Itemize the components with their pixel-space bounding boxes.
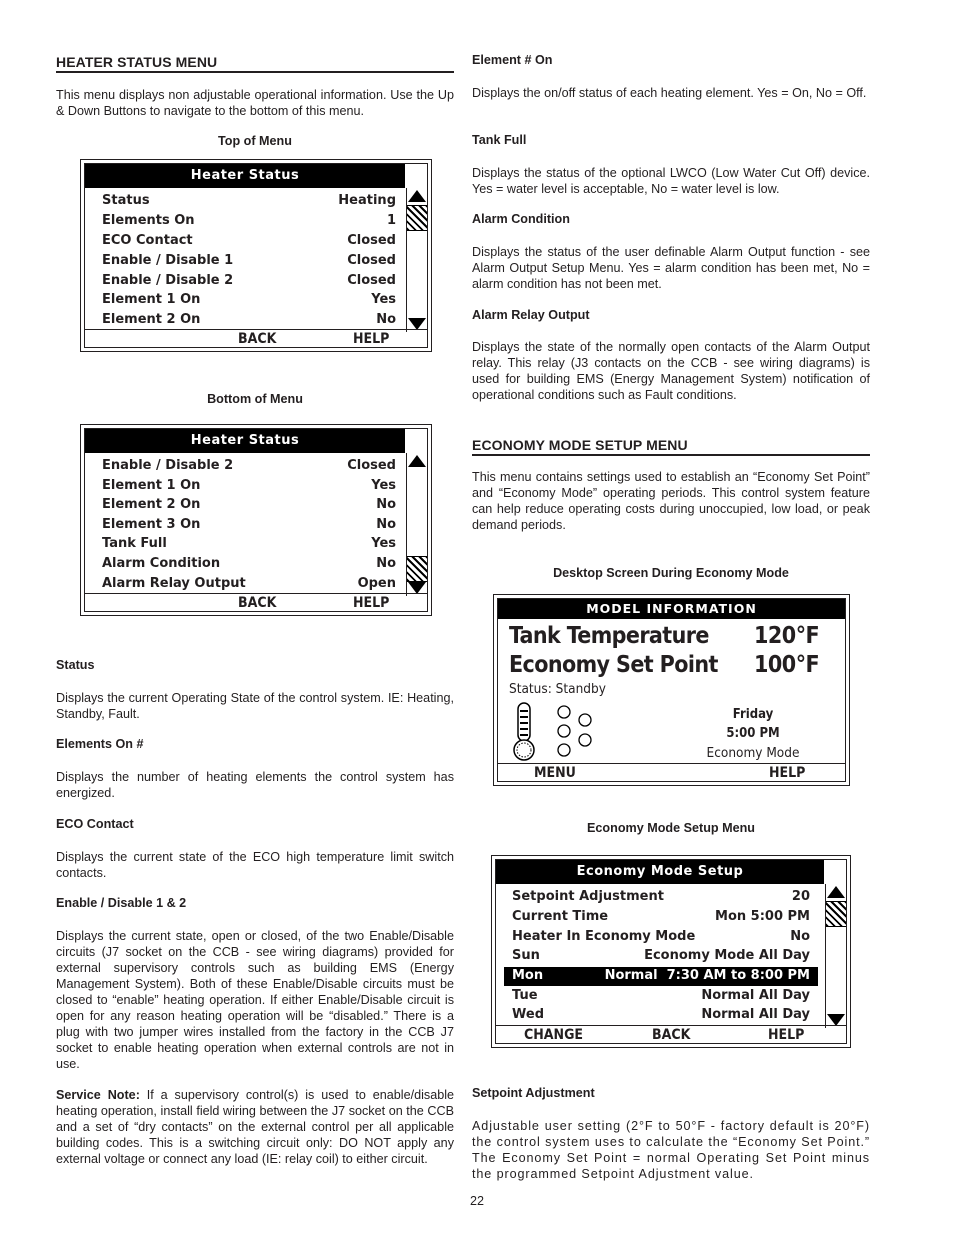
alarm-condition-text: Displays the status of the user definable Alarm Output function - see Alarm Output Setup Menu. Yes = alarm condition has been met, No = alarm condition has not been met. (472, 245, 870, 291)
scrollbar (406, 188, 427, 332)
setpoint-adjustment-subheading: Setpoint Adjustment (472, 1086, 595, 1100)
scroll-thumb (407, 556, 427, 582)
page-number: 22 (469, 1194, 484, 1208)
status-subheading: Status (56, 658, 95, 672)
element-on-subheading: Element # On (472, 53, 553, 67)
caption-bottom-of-menu: Bottom of Menu (207, 392, 303, 406)
scroll-thumb (407, 205, 427, 231)
service-note-text: If a supervisory control(s) is used to enable/disable heating operation, install field wiring between the J7 socket on the CCB and a set of “dry contacts” on the external control per all applicable building codes. This is a switching circuit only: DO NOT apply any external voltage or connect any load (IE: relay coil) to either circuit. (56, 1088, 455, 1166)
alarm-relay-text: Displays the state of the normally open contacts of the Alarm Output relay. This relay (J3 contacts on the CCB - see wiring diagrams) is used for building EMS (Energy Management System) notification of operational conditions such as Fault conditions. (472, 340, 870, 402)
enable-disable-subheading: Enable / Disable 1 & 2 (56, 896, 187, 910)
service-note (56, 1087, 454, 1167)
day-label: Friday (732, 707, 774, 722)
elements-on-text: Displays the number of heating elements the control system has energized. (56, 770, 454, 800)
tank-full-text: Displays the status of the optional LWCO (Low Water Cut Off) device. Yes = water level is acceptable, No = water level is low. (472, 166, 870, 196)
back-button: BACK (238, 595, 277, 611)
economy-mode-setup-screen (491, 855, 851, 1048)
model-information-bar: MODEL INFORMATION (498, 599, 845, 619)
caption-economy-setup: Economy Mode Setup Menu (587, 821, 755, 835)
screen-footer (496, 1025, 846, 1043)
caption-desktop-screen: Desktop Screen During Economy Mode (553, 566, 789, 580)
change-button: CHANGE (524, 1027, 584, 1043)
help-button: HELP (768, 1027, 805, 1043)
screen-footer (85, 329, 427, 347)
setpoint-adjustment-text: Adjustable user setting (2°F to 50°F - factory default is 20°F) the control system uses to calculate the “Economy Set Point.” The Economy Set Point = normal Operating Set Point minus the programmed Setpoint Adjustment value. (472, 1119, 870, 1181)
help-button: HELP (769, 765, 806, 781)
screen-footer (85, 593, 427, 611)
eco-contact-subheading: ECO Contact (56, 817, 134, 831)
status-text: Status: Standby (509, 681, 606, 697)
eco-contact-text: Displays the current state of the ECO high temperature limit switch contacts. (56, 850, 454, 880)
heater-status-heading: HEATER STATUS MENU (56, 54, 454, 73)
caption-top-of-menu: Top of Menu (218, 134, 292, 148)
time-label: 5:00 PM (726, 726, 780, 741)
help-button: HELP (353, 595, 390, 611)
scrollbar (825, 884, 846, 1028)
screen-title: Economy Mode Setup (496, 860, 824, 884)
alarm-condition-subheading: Alarm Condition (472, 212, 570, 226)
back-button: BACK (238, 331, 277, 347)
heater-status-screen-top (80, 159, 432, 352)
screen-footer (498, 763, 845, 781)
elements-on-subheading: Elements On # (56, 737, 144, 751)
selected-list-item: Mon Normal 7:30 AM to 8:00 PM (504, 967, 818, 986)
scrollbar (406, 453, 427, 596)
mode-label: Economy Mode (706, 745, 800, 761)
status-text: Displays the current Operating State of the control system. IE: Heating, Standby, Fault. (56, 691, 454, 721)
scroll-up-icon (407, 453, 427, 469)
economy-mode-intro: This menu contains settings used to establish an “Economy Set Point” and “Economy Mode” operating periods. This control system feature can help reduce operating costs during unoccupied, low load, or peak demand periods. (472, 470, 870, 532)
service-note-label: Service Note: (56, 1088, 140, 1102)
heater-status-intro: This menu displays non adjustable operational information. Use the Up & Down Buttons to navigate to the bottom of this menu. (56, 88, 454, 118)
element-indicator-icon (556, 705, 596, 757)
alarm-relay-subheading: Alarm Relay Output (472, 308, 590, 322)
screen-title: Heater Status (85, 429, 405, 453)
economy-set-point-value: 100°F (754, 652, 820, 678)
tank-temperature-label: Tank Temperature (509, 623, 709, 649)
tank-temperature-value: 120°F (754, 623, 820, 649)
status-rows: Enable / Disable 2 Closed Element 1 On Yes Element 2 On No Element 3 On No Tank Full Yes Alarm Condition No Alarm Relay Output Open (102, 458, 396, 591)
heater-status-screen-bottom (80, 424, 432, 616)
menu-button: MENU (534, 765, 576, 781)
scroll-up-icon (407, 188, 427, 204)
setup-rows: Setpoint Adjustment 20 Current Time Mon 5:00 PM Heater In Economy Mode No Sun Economy Mode All Day Mon Normal 7:30 AM to 8:00 PM Tue Normal All Day Wed Normal All Day (504, 888, 818, 1038)
desktop-screen (493, 594, 850, 786)
help-button: HELP (353, 331, 390, 347)
screen-title: Heater Status (85, 164, 405, 188)
status-rows: Status Heating Elements On 1 ECO Contact Closed Enable / Disable 1 Closed Enable / Disable 2 Closed Element 1 On Yes Element 2 On No (102, 193, 396, 327)
back-button: BACK (652, 1027, 691, 1043)
enable-disable-text: Displays the current state, open or closed, of the two Enable/Disable circuits (J7 socket on the CCB - see wiring diagrams) provided for external supervisory controls such as building EMS (Energy Management System). Both of these Enable/Disable circuits must be closed to “enable” heating operation. If either Enable/Disable circuit is open for any reason heating operation will be “disabled.” There is a plug with two jumper wires installed from the factory in the CCB J7 socket to enable heating operation when external controls are not in use. (56, 929, 454, 1071)
element-on-text: Displays the on/off status of each heating element. Yes = On, No = Off. (472, 86, 867, 100)
tank-full-subheading: Tank Full (472, 133, 527, 147)
scroll-up-icon (826, 884, 846, 900)
scroll-thumb (826, 901, 846, 927)
thermometer-icon (512, 701, 536, 763)
economy-mode-heading: ECONOMY MODE SETUP MENU (472, 437, 870, 456)
economy-set-point-label: Economy Set Point (509, 652, 718, 678)
